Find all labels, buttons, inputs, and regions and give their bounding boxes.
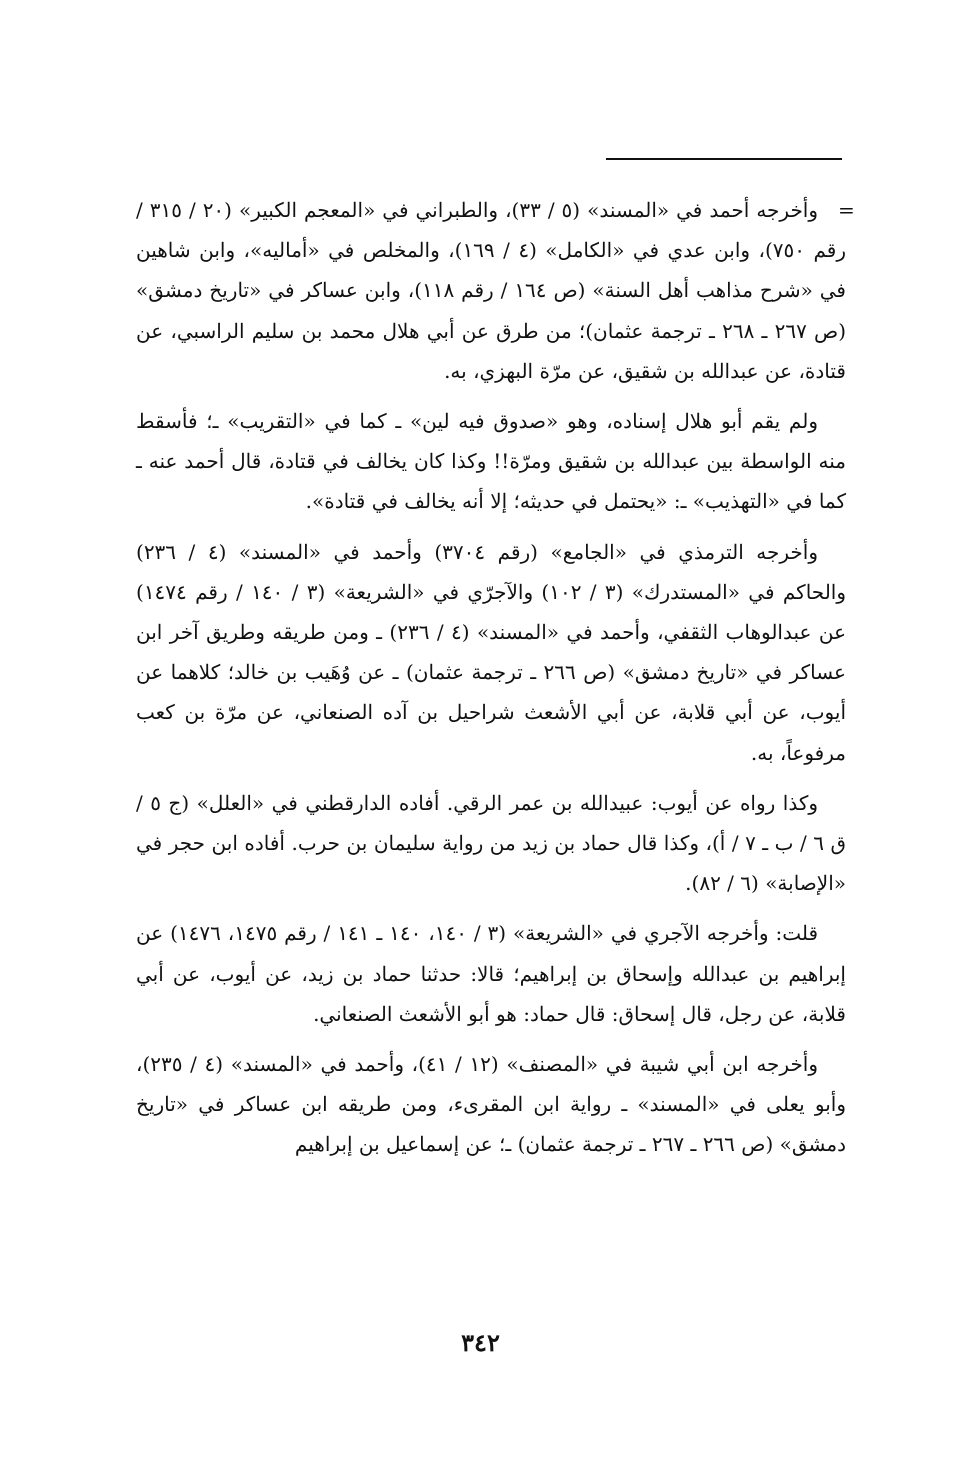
footnote-paragraph: وأخرجه الترمذي في «الجامع» (رقم ٣٧٠٤) وأحمد في «المسند» (٤ / ٢٣٦) والحاكم في «المستدرك» (٣ / ١٠٢) والآجرّي في «الشريعة» (٣ / ١٤٠ / رقم ١٤٧٤) عن عبدالوهاب الثقفي، وأحمد في «المسند» (٤ / ٢٣٦) ـ ومن طريقه وطريق آخر ابن عساكر في «تاريخ دمشق» (ص ٢٦٦ ـ ترجمة عثمان) ـ عن وُهَيب بن خالد؛ كلاهما عن أيوب، عن أبي قلابة، عن أبي الأشعث شراحيل بن آده الصنعاني، عن مرّة بن كعب مرفوعاً، به. [136, 539, 847, 765]
footnote-text-block [136, 190, 846, 1175]
footnote-separator-rule [606, 158, 842, 160]
continuation-mark: = [838, 198, 855, 222]
footnote-paragraph: وكذا رواه عن أيوب: عبيدالله بن عمر الرقي. أفاده الدارقطني في «العلل» (ج ٥ / ق ٦ / ب ـ ٧ / أ)، وكذا قال حماد بن زيد من رواية سليمان بن حرب. أفاده ابن حجر في «الإصابة» (٦ / ٨٢). [136, 790, 846, 896]
footnote-paragraph: ولم يقم أبو هلال إسناده، وهو «صدوق فيه لين» ـ كما في «التقريب» ـ؛ فأسقط منه الواسطة بين عبدالله بن شقيق ومرّة!! وكذا كان يخالف في قتادة، قال أحمد عنه ـ كما في «التهذيب» ـ: «يحتمل في حديثه؛ إلا أنه يخالف في قتادة». [136, 409, 846, 514]
footnote-paragraph: قلت: وأخرجه الآجري في «الشريعة» (٣ / ١٤٠، ١٤٠ ـ ١٤١ / رقم ١٤٧٥، ١٤٧٦) عن إبراهيم بن عبدالله وإسحاق بن إبراهيم؛ قالا: حدثنا حماد بن زيد، عن أيوب، عن أبي قلابة، عن رجل، قال إسحاق: قال حماد: هو أبو الأشعث الصنعاني. [136, 921, 846, 1026]
page-number: ٣٤٢ [461, 1328, 500, 1357]
footnote-paragraph: وأخرجه ابن أبي شيبة في «المصنف» (١٢ / ٤١)، وأحمد في «المسند» (٤ / ٢٣٥)، وأبو يعلى في «المسند» ـ رواية ابن المقرىء، ومن طريقه ابن عساكر في «تاريخ دمشق» (ص ٢٦٦ ـ ٢٦٧ ـ ترجمة عثمان) ـ؛ عن إسماعيل بن إبراهيم [136, 1052, 846, 1157]
footnote-paragraph: وأخرجه أحمد في «المسند» (٥ / ٣٣)، والطبراني في «المعجم الكبير» (٢٠ / ٣١٥ / رقم ٧٥٠)، وابن عدي في «الكامل» (٤ / ١٦٩)، والمخلص في «أماليه»، وابن شاهين في «شرح مذاهب أهل السنة» (ص ١٦٤ / رقم ١١٨)، وابن عساكر في «تاريخ دمشق» (ص ٢٦٧ ـ ٢٦٨ ـ ترجمة عثمان)؛ من طرق عن أبي هلال محمد بن سليم الراسبي، عن قتادة، عن عبدالله بن شقيق، عن مرّة البهزي، به. [136, 198, 847, 383]
